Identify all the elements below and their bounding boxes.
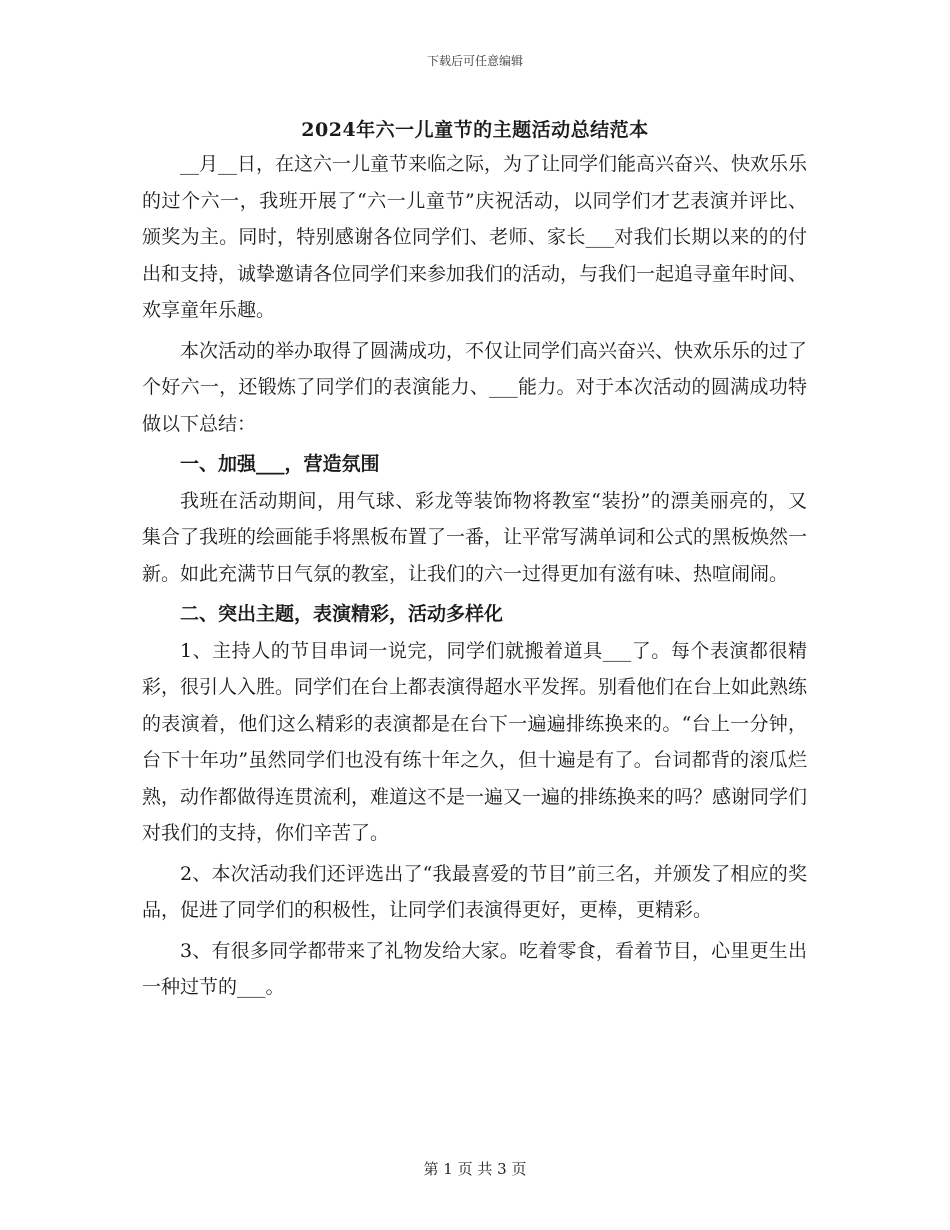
section-heading-1: 一、加强___，营造氛围 xyxy=(180,453,380,475)
document-title: 2024年六一儿童节的主题活动总结范本 xyxy=(301,119,649,141)
paragraph-decoration: 我班在活动期间，用气球、彩龙等装饰物将教室“装扮”的漂美丽亮的，又集合了我班的绘画能手将黑板布置了一番，让平常写满单词和公式的黑板焕然一新。如此充满节日气氛的教室，让我们的六一过得更加有滋有味、热喧闹闹。 xyxy=(142,489,808,585)
paragraph-summary-lead: 本次活动的举办取得了圆满成功，不仅让同学们高兴奋兴、快欢乐乐的过了个好六一，还锻炼了同学们的表演能力、___能力。对于本次活动的圆满成功特做以下总结： xyxy=(142,339,808,435)
header-note: 下载后可任意编辑 xyxy=(426,54,523,68)
page-footer: 第 1 页 共 3 页 xyxy=(423,1160,527,1178)
document-body xyxy=(142,146,807,1006)
paragraph-intro: __月__日，在这六一儿童节来临之际，为了让同学们能高兴奋兴、快欢乐乐的过个六一，我班开展了“六一儿童节”庆祝活动，以同学们才艺表演并评比、颁奖为主。同时，特别感谢各位同学们、老师、家长___对我们长期以来的的付出和支持，诚挚邀请各位同学们来参加我们的活动，与我们一起追寻童年时间、欢享童年乐趣。 xyxy=(142,153,808,321)
section-heading-2: 二、突出主题，表演精彩，活动多样化 xyxy=(180,603,504,625)
paragraph-item-3: 3、有很多同学都带来了礼物发给大家。吃着零食，看着节目，心里更生出一种过节的___。 xyxy=(142,939,807,998)
paragraph-item-1: 1、主持人的节目串词一说完，同学们就搬着道具___了。每个表演都很精彩，很引人入胜。同学们在台上都表演得超水平发挥。别看他们在台上如此熟练的表演着，他们这么精彩的表演都是在台下一遍遍排练换来的。“台上一分钟，台下十年功”虽然同学们也没有练十年之久，但十遍是有了。台词都背的滚瓜烂熟，动作都做得连贯流利，难道这不是一遍又一遍的排练换来的吗？感谢同学们对我们的支持，你们辛苦了。 xyxy=(142,639,808,844)
paragraph-item-2: 2、本次活动我们还评选出了“我最喜爱的节目”前三名，并颁发了相应的奖品，促进了同学们的积极性，让同学们表演得更好，更棒，更精彩。 xyxy=(142,862,807,921)
